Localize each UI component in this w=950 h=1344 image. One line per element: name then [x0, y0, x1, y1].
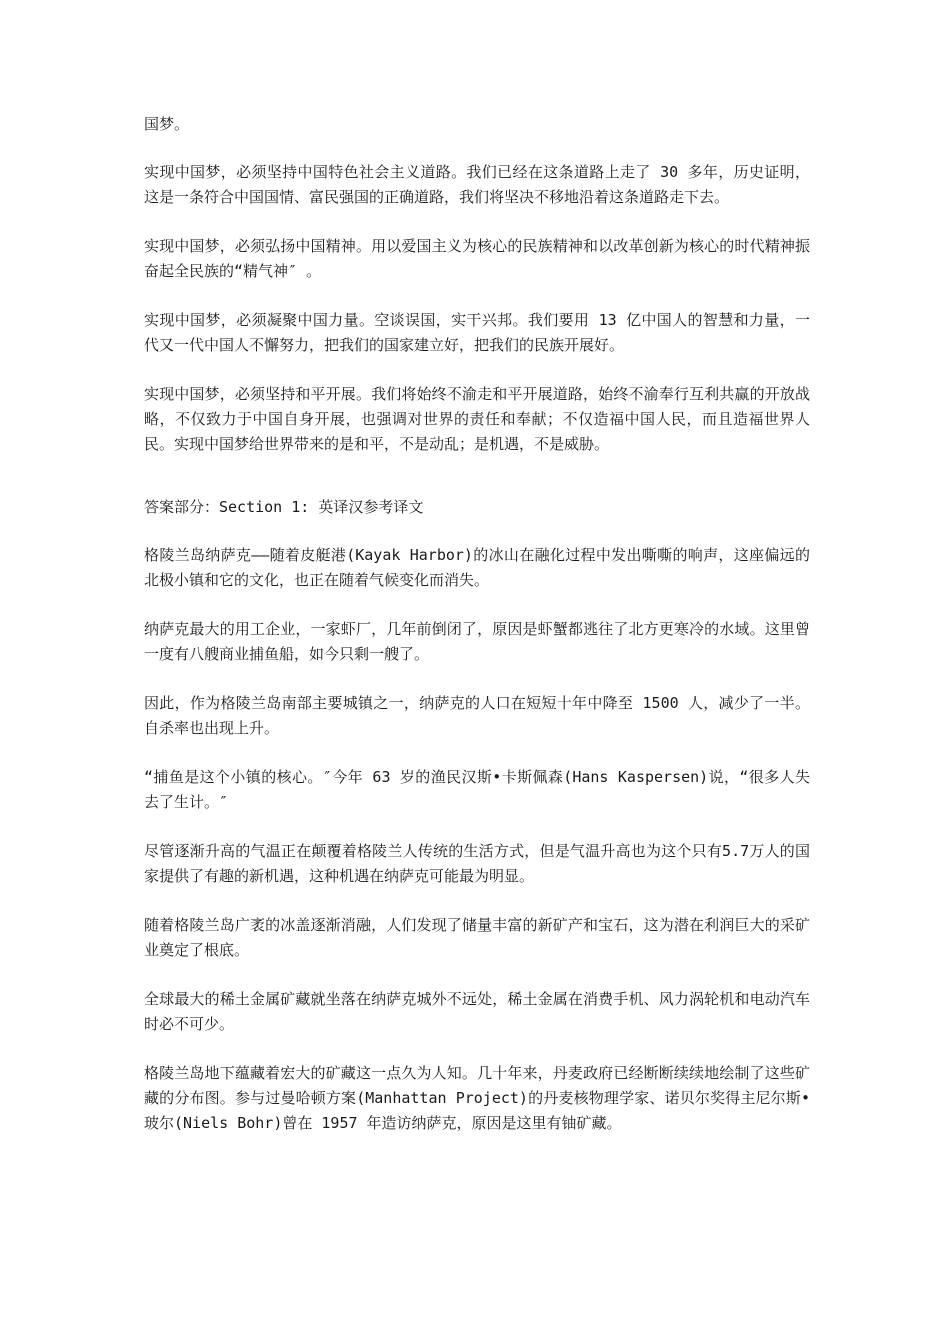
paragraph-peaceful-development: 实现中国梦，必须坚持和平开展。我们将始终不渝走和平开展道路，始终不渝奉行互利共赢的开放战略，不仅致力于中国自身开展，也强调对世界的责任和奉献；不仅造福中国人民，而且造福世界人民。实现中国梦给世界带来的是和平，不是动乱；是机遇，不是威胁。 — [144, 385, 810, 453]
paragraph-mineral-history: 格陵兰岛地下蕴藏着宏大的矿藏这一点久为人知。几十年来，丹麦政府已经断断续续地绘制了这些矿藏的分布图。参与过曼哈顿方案(Manhattan Project)的丹麦核物理学家、诺贝尔奖得主尼尔斯•玻尔(Niels Bohr)曾在 1957 年造访纳萨克，原因是这里有铀矿藏。 — [144, 1064, 810, 1132]
paragraph-chinese-spirit: 实现中国梦，必须弘扬中国精神。用以爱国主义为核心的民族精神和以改革创新为核心的时代精神振奋起全民族的“精气神″ 。 — [144, 237, 810, 280]
paragraph-population: 因此，作为格陵兰岛南部主要城镇之一，纳萨克的人口在短短十年中降至 1500 人，减少了一半。自杀率也出现上升。 — [144, 694, 810, 737]
document-page — [144, 112, 810, 1160]
paragraph-new-opportunities: 尽管逐渐升高的气温正在颠覆着格陵兰人传统的生活方式，但是气温升高也为这个只有5.7万人的国家提供了有趣的新机遇，这种机遇在纳萨克可能最为明显。 — [144, 842, 810, 885]
section-heading: 答案部分：Section 1: 英译汉参考译文 — [144, 498, 424, 516]
paragraph-continuation: 国梦。 — [144, 115, 190, 133]
paragraph-fisherman-quote: “捕鱼是这个小镇的核心。″今年 63 岁的渔民汉斯•卡斯佩森(Hans Kaspersen)说，“很多人失去了生计。″ — [144, 768, 810, 811]
paragraph-shrimp-factory: 纳萨克最大的用工企业，一家虾厂，几年前倒闭了，原因是虾蟹都逃往了北方更寒冷的水域。这里曾一度有八艘商业捕鱼船，如今只剩一艘了。 — [144, 620, 810, 663]
paragraph-chinese-strength: 实现中国梦，必须凝聚中国力量。空谈误国，实干兴邦。我们要用 13 亿中国人的智慧和力量，一代又一代中国人不懈努力，把我们的国家建立好，把我们的民族开展好。 — [144, 311, 810, 354]
paragraph-narsaq-intro: 格陵兰岛纳萨克——随着皮艇港(Kayak Harbor)的冰山在融化过程中发出嘶嘶的响声，这座偏远的北极小镇和它的文化，也正在随着气候变化而消失。 — [144, 546, 810, 589]
paragraph-socialist-road: 实现中国梦，必须坚持中国特色社会主义道路。我们已经在这条道路上走了 30 多年，历史证明，这是一条符合中国国情、富民强国的正确道路，我们将坚决不移地沿着这条道路走下去。 — [144, 163, 810, 206]
paragraph-mining: 随着格陵兰岛广袤的冰盖逐渐消融，人们发现了储量丰富的新矿产和宝石，这为潜在利润巨大的采矿业奠定了根底。 — [144, 916, 810, 959]
paragraph-rare-earth: 全球最大的稀土金属矿藏就坐落在纳萨克城外不远处，稀土金属在消费手机、风力涡轮机和电动汽车时必不可少。 — [144, 990, 810, 1033]
